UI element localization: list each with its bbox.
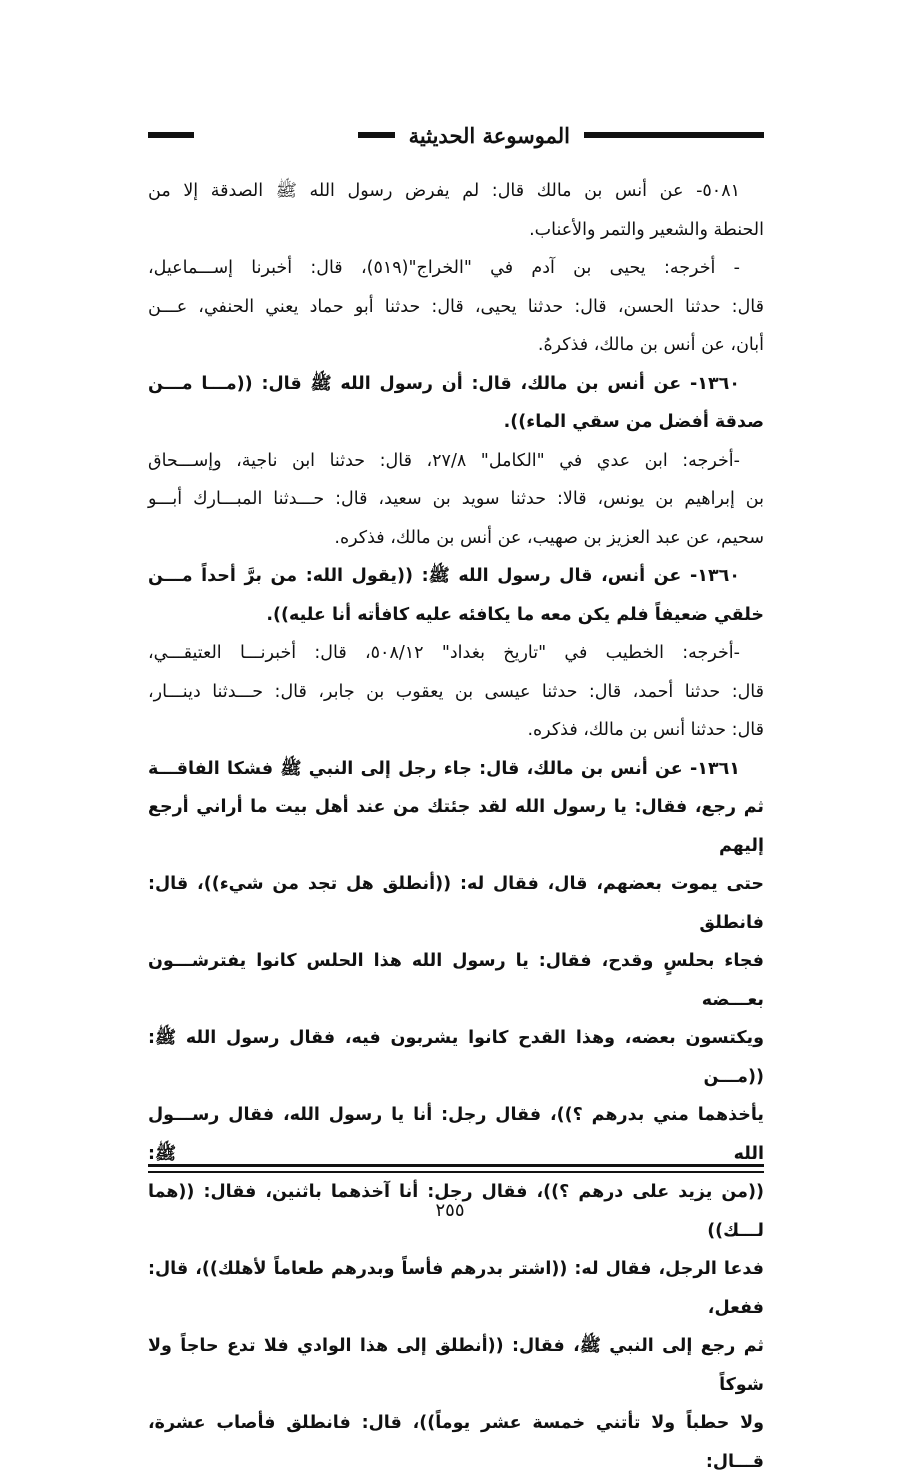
takhrij-text-line: -أخرجه: الخطيب في "تاريخ بغداد" ٥٠٨/١٢، قال: أخبرنـــا العتيقـــي، [148,643,740,663]
footer-rule-thin [148,1171,764,1173]
hadith-text-line: فدعا الرجل، فقال له: ((اشتر بدرهم فأساً وبدرهم طعاماً لأهلك))، قال: ففعل، [148,1259,764,1318]
page-body [148,172,764,1481]
takhrij-text-line: قال: حدثنا أحمد، قال: حدثنا عيسى بن يعقوب بن جابر، قال: حـــدثنا دينـــار، [148,681,764,702]
hadith-text-line: صدقة أفضل من سقي الماء)). [503,412,764,432]
takhrij-text-line: ٥٠٨١- عن أنس بن مالك قال: لم يفرض رسول الله ﷺ الصدقة إلا من [148,181,740,201]
takhrij-text-line: أبان، عن أنس بن مالك، فذكرهُ. [537,335,764,355]
takhrij-text-line: -أخرجه: ابن عدي في "الكامل" ٢٧/٨، قال: حدثنا ابن ناجية، وإســـحاق [148,450,740,471]
hadith-text-line: ١٣٦٠- عن أنس بن مالك، قال: أن رسول الله ﷺ قال: ((مـــا مـــن [148,373,740,394]
footer-rule-thick [148,1164,764,1167]
takhrij-text-line: الحنطة والشعير والتمر والأعناب. [529,219,764,240]
page-header [148,118,764,158]
hadith-text-line: ولا حطباً ولا تأتني خمسة عشر يوماً))، قال: فانطلق فأصاب عشرة، قـــال: [148,1413,764,1472]
hadith-text-line: ١٣٦٠- عن أنس، قال رسول الله ﷺ: ((يقول الله: من برَّ أحداً مـــن [148,566,740,586]
takhrij-text-line: قال: حدثنا الحسن، قال: حدثنا يحيى، قال: حدثنا أبو حماد يعني الحنفي، عـــن [148,296,764,317]
takhrij-text-line: بن إبراهيم بن يونس، قالا: حدثنا سويد بن سعيد، قال: حـــدثنا المبـــارك أبـــو [148,489,764,509]
hadith-text-line: خلقي ضعيفاً فلم يكن معه ما يكافئه عليه كافأته أنا عليه)). [266,604,764,625]
takhrij-text-line: سحيم، عن عبد العزيز بن صهيب، عن أنس بن مالك، فذكره. [334,527,764,548]
takhrij-text-line: قال: حدثنا أنس بن مالك، فذكره. [527,720,764,740]
hadith-text-line: فجاء بحلسٍ وقدح، فقال: يا رسول الله هذا الحلس كانوا يفترشـــون بعـــضه [148,951,764,1010]
hadith-text-line: يأخذهما مني بدرهم ؟))، فقال رجل: أنا يا رسول الله، فقال رســـول الله ﷺ: [148,1105,764,1164]
hadith-text-line: ١٣٦١- عن أنس بن مالك، قال: جاء رجل إلى النبي ﷺ فشكا الفاقـــة [148,758,740,779]
hadith-text-line: حتى يموت بعضهم، قال، فقال له: ((أنطلق هل تجد من شيء))، قال: فانطلق [148,874,764,933]
page-header-title: الموسوعة الحديثية [395,122,584,150]
footer-rules [148,1164,764,1178]
header-rule-left [148,132,194,138]
takhrij-text-line: - أخرجه: يحيى بن آدم في "الخراج"(٥١٩)، قال: أخبرنا إســـماعيل، [148,258,740,278]
hadith-text-line: ثم رجع إلى النبي ﷺ، فقال: ((أنطلق إلى هذا الوادي فلا تدع حاجاً ولا شوكاً [148,1336,764,1395]
hadith-text-line: ((من يزيد على درهم ؟))، فقال رجل: أنا آخذهما باثنين، فقال: ((هما لـــك)) [148,1182,764,1241]
page-number: ٢٥٥ [435,1200,465,1221]
hadith-text-line: ثم رجع، فقال: يا رسول الله لقد جئتك من عند أهل بيت ما أراني أرجع إليهم [148,797,764,856]
hadith-text-line: ويكتسون بعضه، وهذا القدح كانوا يشربون فيه، فقال رسول الله ﷺ: ((مـــن [148,1028,764,1087]
